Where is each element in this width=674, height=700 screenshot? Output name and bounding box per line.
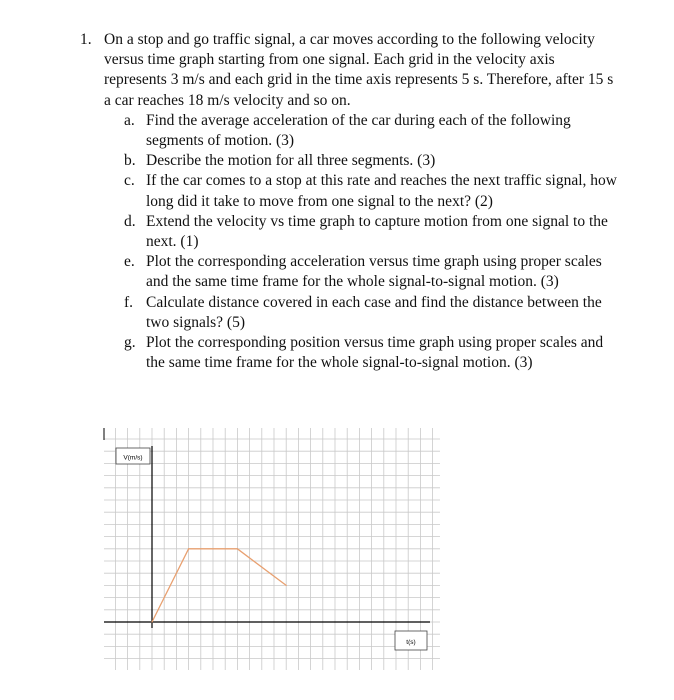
sub-question-letter: f. xyxy=(124,293,134,311)
sub-question-letter: d. xyxy=(124,212,136,230)
sub-question-f xyxy=(124,293,620,333)
graph-grid xyxy=(104,428,440,670)
sub-question-c xyxy=(124,171,620,211)
question-1 xyxy=(80,30,620,111)
sub-question-text: Plot the corresponding position versus time graph using proper scales and the same time frame for the whole signal-to-signal motion. (3) xyxy=(146,334,604,372)
sub-question-text: Plot the corresponding acceleration versus time graph using proper scales and the same time frame for the whole signal-to-signal motion. (3) xyxy=(146,253,602,291)
sub-question-letter: c. xyxy=(124,172,135,190)
problem-statement xyxy=(80,30,620,373)
sub-question-a xyxy=(124,111,620,151)
question-text: On a stop and go traffic signal, a car moves according to the following velocity versus time graph starting from one signal. Each grid in the velocity axis represents 3 m/s and each grid in the time axis represents 5 s. Therefore, after 15 s a car reaches 18 m/s velocity and so on. xyxy=(104,31,614,109)
sub-question-letter: a. xyxy=(124,111,135,129)
x-axis-label: t(s) xyxy=(406,639,416,646)
velocity-point xyxy=(237,548,238,549)
sub-question-text: If the car comes to a stop at this rate and reaches the next traffic signal, how long did it take to move from one signal to the next? (2) xyxy=(146,172,617,210)
sub-question-letter: e. xyxy=(124,253,135,271)
y-axis-label: V(m/s) xyxy=(123,454,143,462)
sub-question-text: Describe the motion for all three segments. (3) xyxy=(146,152,436,170)
velocity-point xyxy=(151,621,152,622)
sub-question-text: Find the average acceleration of the car during each of the following segments of motion. (3) xyxy=(146,111,571,150)
sub-question-letter: b. xyxy=(124,152,136,170)
sub-question-b xyxy=(124,151,620,171)
sub-question-list xyxy=(124,111,620,374)
sub-question-text: Extend the velocity vs time graph to capture motion from one signal to the next. (1) xyxy=(146,212,608,251)
sub-question-text: Calculate distance covered in each case and find the distance between the two signals? (5) xyxy=(146,293,602,331)
velocity-point xyxy=(188,548,189,549)
sub-question-e xyxy=(124,252,620,292)
velocity-time-graph xyxy=(100,420,445,674)
sub-question-d xyxy=(124,212,620,252)
velocity-point xyxy=(286,585,287,586)
question-number: 1. xyxy=(80,31,92,48)
sub-question-letter: g. xyxy=(124,334,136,352)
sub-question-g xyxy=(124,333,620,373)
